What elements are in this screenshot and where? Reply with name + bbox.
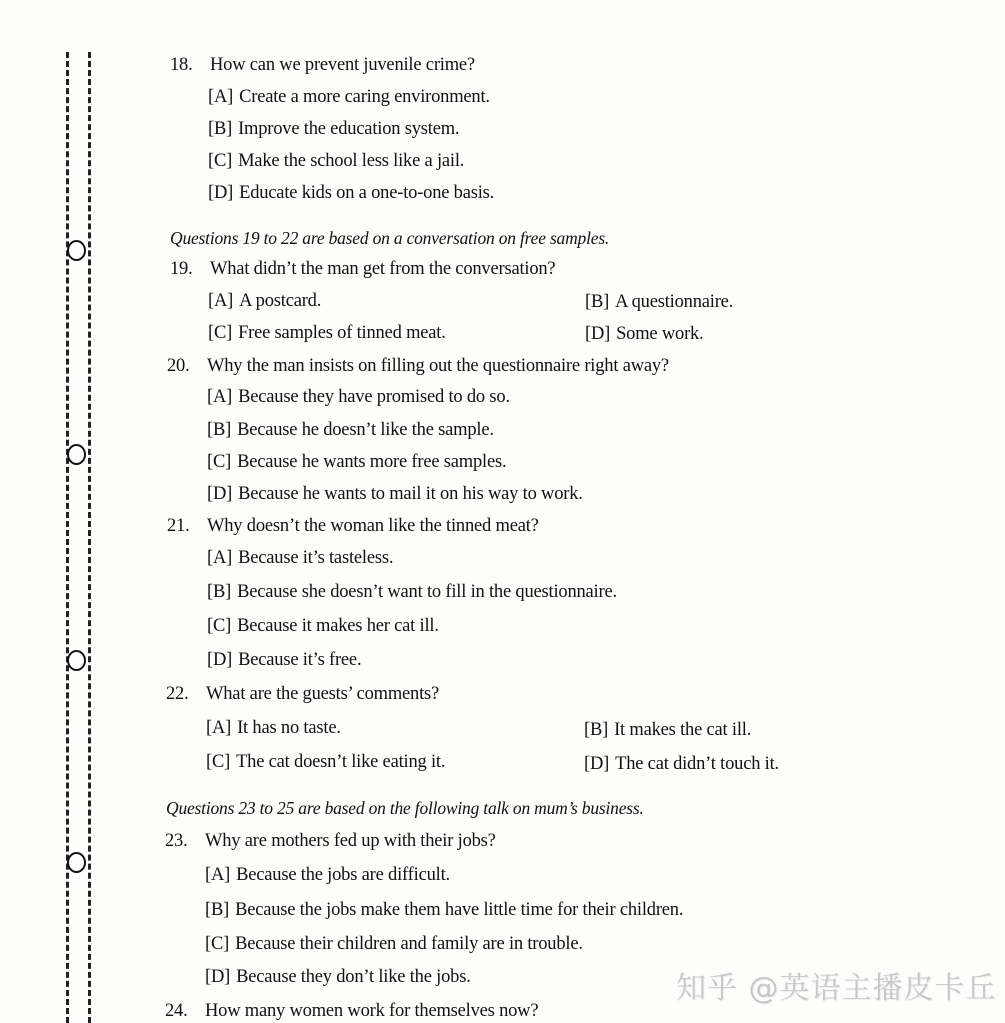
option-22-a [206, 718, 341, 739]
option-text: Because it’s tasteless. [238, 548, 394, 568]
option-20-b [207, 420, 494, 441]
option-18-d [208, 183, 494, 204]
option-text: Because they don’t like the jobs. [236, 967, 471, 987]
option-text: It makes the cat ill. [614, 720, 752, 740]
option-text: Because he wants more free samples. [237, 452, 507, 472]
option-letter: [C] [208, 323, 233, 343]
option-19-b [585, 292, 733, 313]
option-text: A questionnaire. [615, 292, 734, 312]
section-intro-19-22: Questions 19 to 22 are based on a conversation on free samples. [170, 228, 610, 248]
option-letter: [A] [207, 387, 233, 407]
question-number: 21. [167, 516, 190, 536]
question-number: 18. [170, 55, 193, 75]
option-text: Because the jobs are difficult. [236, 865, 450, 885]
option-letter: [C] [207, 452, 232, 472]
question-text: How can we prevent juvenile crime? [210, 55, 475, 75]
option-letter: [B] [585, 292, 610, 312]
option-text: Because he doesn’t like the sample. [237, 420, 494, 440]
option-21-d [207, 650, 361, 671]
option-letter: [B] [207, 582, 232, 602]
question-18 [170, 55, 475, 76]
question-text: How many women work for themselves now? [205, 1001, 539, 1021]
option-20-a [207, 387, 510, 408]
option-18-b [208, 119, 459, 140]
option-22-d [584, 754, 779, 775]
option-text: Educate kids on a one-to-one basis. [239, 183, 495, 203]
option-text: Because she doesn’t want to fill in the questionnaire. [237, 582, 617, 602]
option-text: The cat didn’t touch it. [615, 754, 779, 774]
question-text: Why the man insists on filling out the questionnaire right away? [207, 356, 669, 376]
option-text: Create a more caring environment. [239, 87, 490, 107]
option-letter: [D] [585, 324, 611, 344]
option-letter: [D] [205, 967, 231, 987]
option-text: Make the school less like a jail. [238, 151, 465, 171]
option-22-c [206, 752, 445, 773]
option-text: A postcard. [239, 291, 322, 311]
question-22 [166, 684, 439, 705]
option-text: Because he wants to mail it on his way to work. [238, 484, 583, 504]
option-23-a [205, 865, 450, 886]
option-text: Some work. [616, 324, 704, 344]
option-letter: [A] [205, 865, 231, 885]
question-text: Why doesn’t the woman like the tinned meat? [207, 516, 539, 536]
question-24 [165, 1001, 538, 1022]
question-number: 19. [170, 259, 193, 279]
option-22-b [584, 720, 751, 741]
option-letter: [B] [584, 720, 609, 740]
option-20-c [207, 452, 506, 473]
option-letter: [D] [207, 484, 233, 504]
binding-dashed-line-left [66, 52, 69, 1023]
option-letter: [A] [206, 718, 232, 738]
option-19-d [585, 324, 704, 345]
option-letter: [D] [584, 754, 610, 774]
option-text: The cat doesn’t like eating it. [236, 752, 446, 772]
binding-hole-icon [67, 444, 86, 465]
question-23 [165, 831, 496, 852]
binding-hole-icon [67, 240, 86, 261]
option-text: Improve the education system. [238, 119, 460, 139]
option-letter: [C] [206, 752, 231, 772]
question-21 [167, 516, 539, 537]
option-23-d [205, 967, 471, 988]
option-text: Because it’s free. [238, 650, 362, 670]
option-21-a [207, 548, 393, 569]
binding-dashed-line-right [88, 52, 91, 1023]
option-21-c [207, 616, 439, 637]
option-19-c [208, 323, 446, 344]
option-text: It has no taste. [237, 718, 341, 738]
question-number: 24. [165, 1001, 188, 1021]
option-letter: [A] [208, 87, 234, 107]
option-23-c [205, 934, 583, 955]
option-letter: [C] [207, 616, 232, 636]
option-18-a [208, 87, 490, 108]
option-letter: [B] [208, 119, 233, 139]
option-text: Because it makes her cat ill. [237, 616, 439, 636]
option-text: Because the jobs make them have little time for their children. [235, 900, 684, 920]
option-23-b [205, 900, 683, 921]
option-letter: [D] [207, 650, 233, 670]
question-text: Why are mothers fed up with their jobs? [205, 831, 496, 851]
option-21-b [207, 582, 617, 603]
question-number: 23. [165, 831, 188, 851]
question-19 [170, 259, 555, 280]
option-letter: [B] [205, 900, 230, 920]
question-text: What are the guests’ comments? [206, 684, 440, 704]
option-letter: [C] [208, 151, 233, 171]
binding-hole-icon [67, 650, 86, 671]
option-letter: [C] [205, 934, 230, 954]
option-19-a [208, 291, 321, 312]
option-text: Because they have promised to do so. [238, 387, 510, 407]
option-letter: [A] [208, 291, 234, 311]
binding-hole-icon [67, 852, 86, 873]
option-letter: [B] [207, 420, 232, 440]
question-number: 22. [166, 684, 189, 704]
option-18-c [208, 151, 464, 172]
option-20-d [207, 484, 583, 505]
section-intro-23-25: Questions 23 to 25 are based on the following talk on mum’s business. [166, 798, 644, 818]
question-text: What didn’t the man get from the conversation? [210, 259, 556, 279]
question-20 [167, 356, 669, 377]
watermark: 知乎 @英语主播皮卡丘 [676, 971, 997, 1006]
option-letter: [D] [208, 183, 234, 203]
option-letter: [A] [207, 548, 233, 568]
question-number: 20. [167, 356, 190, 376]
option-text: Free samples of tinned meat. [238, 323, 446, 343]
option-text: Because their children and family are in trouble. [235, 934, 583, 954]
